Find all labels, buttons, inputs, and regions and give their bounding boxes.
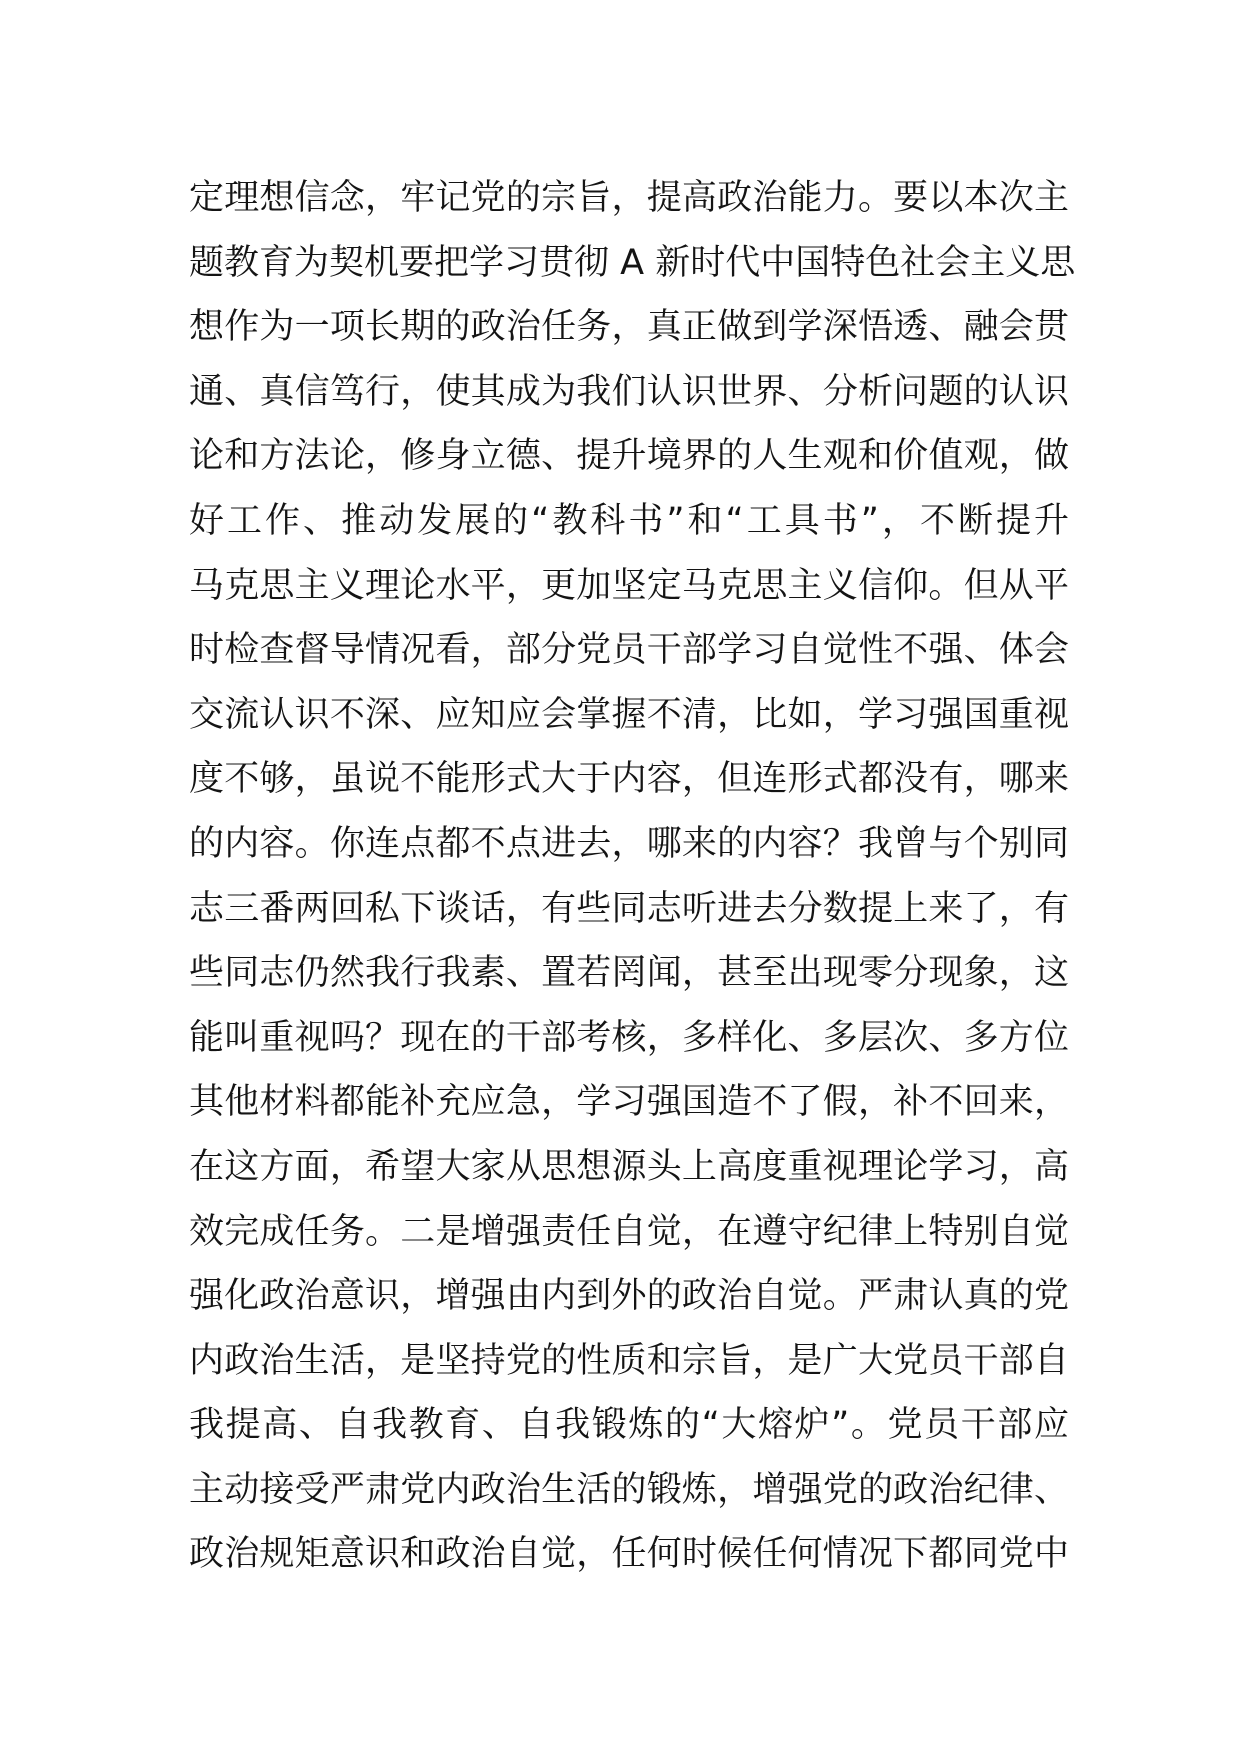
text-line-21: 主动接受严肃党内政治生活的锻炼，增强党的政治纪律、 — [189, 1469, 1069, 1510]
text-line-10: 度不够，虽说不能形式大于内容，但连形式都没有，哪来 — [189, 759, 1069, 800]
text-line-6: 好工作、推动发展的“教科书”和“工具书”，不断提升 — [189, 500, 1069, 541]
text-line-5: 论和方法论，修身立德、提升境界的人生观和价值观，做 — [189, 436, 1069, 477]
text-line-14: 能叫重视吗？现在的干部考核，多样化、多层次、多方位 — [189, 1017, 1069, 1058]
text-line-4: 通、真信笃行，使其成为我们认识世界、分析问题的认识 — [189, 371, 1069, 412]
text-line-20: 我提高、自我教育、自我锻炼的“大熔炉”。党员干部应 — [189, 1405, 1069, 1446]
text-line-18: 强化政治意识，增强由内到外的政治自觉。严肃认真的党 — [189, 1276, 1069, 1317]
text-line-19: 内政治生活，是坚持党的性质和宗旨，是广大党员干部自 — [189, 1340, 1069, 1381]
text-line-12: 志三番两回私下谈话，有些同志听进去分数提上来了，有 — [189, 888, 1069, 929]
text-line-15: 其他材料都能补充应急，学习强国造不了假，补不回来， — [189, 1082, 1069, 1123]
text-line-17: 效完成任务。二是增强责任自觉，在遵守纪律上特别自觉 — [189, 1211, 1069, 1252]
text-line-1: 定理想信念，牢记党的宗旨，提高政治能力。要以本次主 — [189, 178, 1069, 218]
body-text — [189, 166, 1076, 1587]
text-line-8: 时检查督导情况看，部分党员干部学习自觉性不强、体会 — [189, 630, 1069, 671]
text-line-7: 马克思主义理论水平，更加坚定马克思主义信仰。但从平 — [189, 565, 1069, 606]
text-line-22: 政治规矩意识和政治自觉，任何时候任何情况下都同党中 — [189, 1534, 1069, 1575]
text-line-3: 想作为一项长期的政治任务，真正做到学深悟透、融会贯 — [189, 307, 1069, 348]
text-line-2: 题教育为契机要把学习贯彻 A 新时代中国特色社会主义思 — [189, 242, 1076, 283]
text-line-9: 交流认识不深、应知应会掌握不清，比如，学习强国重视 — [189, 694, 1069, 735]
text-line-13: 些同志仍然我行我素、置若罔闻，甚至出现零分现象，这 — [189, 953, 1069, 994]
text-line-16: 在这方面，希望大家从思想源头上高度重视理论学习，高 — [189, 1146, 1069, 1187]
text-line-11: 的内容。你连点都不点进去，哪来的内容？我曾与个别同 — [189, 823, 1069, 864]
